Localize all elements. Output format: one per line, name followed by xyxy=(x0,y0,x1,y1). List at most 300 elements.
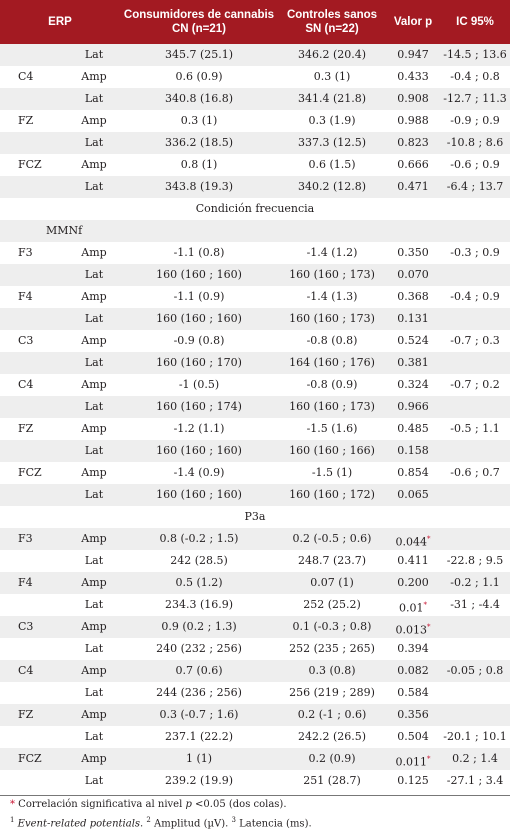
pvalue-cell-text: 0.584 xyxy=(397,686,429,699)
significance-mark: * xyxy=(427,623,431,631)
control-value-cell-text: 337.3 (12.5) xyxy=(297,136,367,149)
cannabis-value-cell xyxy=(120,132,278,154)
pvalue-cell-text: 0.823 xyxy=(397,136,429,149)
cannabis-value-cell-text: -1.1 (0.8) xyxy=(173,246,225,259)
control-value-cell xyxy=(278,660,386,682)
ci-cell xyxy=(440,418,510,440)
measure-cell xyxy=(68,682,120,704)
control-value-cell xyxy=(278,726,386,748)
ci-cell-text: -0.7 ; 0.3 xyxy=(450,334,500,347)
ci-cell-text: -0.4 ; 0.8 xyxy=(450,70,500,83)
control-value-cell-text: 0.3 (1) xyxy=(313,70,351,83)
cannabis-value-cell-text: 244 (236 ; 256) xyxy=(156,686,242,699)
cannabis-value-cell-text: 237.1 (22.2) xyxy=(164,730,234,743)
ci-cell xyxy=(440,176,510,198)
ci-cell-text: -0.7 ; 0.2 xyxy=(450,378,500,391)
pvalue-cell xyxy=(386,440,440,462)
control-value-cell xyxy=(278,242,386,264)
control-value-cell-text: 340.2 (12.8) xyxy=(297,180,367,193)
section-header-row xyxy=(0,198,510,220)
cannabis-value-cell xyxy=(120,308,278,330)
cannabis-value-cell xyxy=(120,330,278,352)
control-value-cell-text: 160 (160 ; 172) xyxy=(289,488,375,501)
measure-cell-text: Amp xyxy=(81,158,107,171)
ci-cell-text: -31 ; -4.4 xyxy=(450,598,500,611)
pvalue-cell xyxy=(386,242,440,264)
ci-cell xyxy=(440,572,510,594)
electrode-cell xyxy=(18,242,33,264)
table-row xyxy=(0,550,510,572)
table-row xyxy=(0,748,510,770)
electrode-cell-text: FZ xyxy=(18,708,34,721)
cannabis-value-cell xyxy=(120,396,278,418)
measure-cell xyxy=(68,242,120,264)
cannabis-value-cell-text: 160 (160 ; 160) xyxy=(156,444,242,457)
ci-cell xyxy=(440,132,510,154)
cannabis-value-cell xyxy=(120,352,278,374)
measure-cell-text: Lat xyxy=(84,268,104,281)
electrode-cell-text: C3 xyxy=(18,620,34,633)
control-value-cell xyxy=(278,154,386,176)
control-value-cell xyxy=(278,352,386,374)
control-value-cell-text: 160 (160 ; 173) xyxy=(289,400,375,413)
ci-cell xyxy=(440,286,510,308)
ci-cell xyxy=(440,88,510,110)
pvalue-cell-text: 0.070 xyxy=(397,268,429,281)
cannabis-value-cell-text: 160 (160 ; 160) xyxy=(156,488,242,501)
cannabis-value-cell-text: 239.2 (19.9) xyxy=(164,774,234,787)
subsection-header-row xyxy=(0,220,510,242)
cannabis-value-cell-text: 0.5 (1.2) xyxy=(175,576,223,589)
measure-cell-text: Lat xyxy=(84,312,104,325)
footnote-sup-1: 1 xyxy=(10,816,15,824)
control-value-cell-text: 164 (160 ; 176) xyxy=(289,356,375,369)
control-value-cell-text: 0.2 (-0.5 ; 0.6) xyxy=(292,532,372,545)
control-value-cell-text: -0.8 (0.9) xyxy=(306,378,358,391)
measure-cell xyxy=(68,110,120,132)
measure-cell-text: Amp xyxy=(81,114,107,127)
pvalue-cell-text: 0.471 xyxy=(397,180,429,193)
electrode-cell-text: C4 xyxy=(18,378,34,391)
cannabis-value-cell xyxy=(120,726,278,748)
pvalue-cell xyxy=(386,660,440,682)
electrode-cell-text: FCZ xyxy=(18,752,42,765)
pvalue-cell xyxy=(386,330,440,352)
cannabis-value-cell-text: 0.9 (0.2 ; 1.3) xyxy=(161,620,237,633)
table-row xyxy=(0,660,510,682)
measure-cell-text: Lat xyxy=(84,136,104,149)
measure-cell-text: Lat xyxy=(84,180,104,193)
footnote-divider xyxy=(0,795,510,796)
measure-cell-text: Amp xyxy=(81,422,107,435)
control-value-cell xyxy=(278,462,386,484)
measure-cell-text: Lat xyxy=(84,554,104,567)
cannabis-value-cell-text: -1.2 (1.1) xyxy=(173,422,225,435)
control-value-cell xyxy=(278,308,386,330)
table-row xyxy=(0,330,510,352)
footnote-p: p xyxy=(185,799,192,810)
measure-cell-text: Amp xyxy=(81,752,107,765)
table-row xyxy=(0,616,510,638)
electrode-cell xyxy=(18,572,33,594)
pvalue-cell-text: 0.524 xyxy=(397,334,429,347)
control-value-cell xyxy=(278,748,386,770)
table-row xyxy=(0,484,510,506)
pvalue-cell-text: 0.485 xyxy=(397,422,429,435)
cannabis-value-cell xyxy=(120,638,278,660)
significance-mark: * xyxy=(427,535,431,543)
control-value-cell xyxy=(278,374,386,396)
section-header-row xyxy=(0,506,510,528)
control-value-cell xyxy=(278,88,386,110)
ci-cell xyxy=(440,154,510,176)
cannabis-value-cell-text: 345.7 (25.1) xyxy=(164,48,234,61)
table-row xyxy=(0,418,510,440)
electrode-cell xyxy=(18,286,33,308)
pvalue-cell-text: 0.356 xyxy=(397,708,429,721)
table-row xyxy=(0,154,510,176)
control-value-cell xyxy=(278,528,386,550)
cannabis-value-cell-text: 160 (160 ; 160) xyxy=(156,312,242,325)
ci-cell xyxy=(440,242,510,264)
cannabis-value-cell xyxy=(120,616,278,638)
electrode-cell xyxy=(18,748,42,770)
measure-cell-text: Lat xyxy=(84,488,104,501)
measure-cell xyxy=(68,176,120,198)
control-value-cell xyxy=(278,594,386,616)
measure-cell-text: Lat xyxy=(84,642,104,655)
ci-cell xyxy=(440,330,510,352)
pvalue-cell xyxy=(386,66,440,88)
cannabis-value-cell-text: 160 (160 ; 174) xyxy=(156,400,242,413)
pvalue-cell xyxy=(386,550,440,572)
control-value-cell-text: 242.2 (26.5) xyxy=(297,730,367,743)
pvalue-cell xyxy=(386,726,440,748)
pvalue-cell-text: 0.854 xyxy=(397,466,429,479)
footnote-sup-2: 2 xyxy=(146,816,151,824)
footnote-mark: * xyxy=(10,799,15,810)
footnote-abbreviations: $^1$ Event-related potentials. $^2$ Amplitud (µV). $^3$ Latencia (ms). xyxy=(10,816,312,829)
electrode-cell xyxy=(18,110,33,132)
control-value-cell-text: 0.3 (0.8) xyxy=(308,664,356,677)
electrode-cell-text: C3 xyxy=(18,334,34,347)
pvalue-cell xyxy=(386,44,440,66)
table-row xyxy=(0,572,510,594)
section-label: P3a xyxy=(244,510,266,523)
control-value-cell xyxy=(278,66,386,88)
measure-cell-text: Amp xyxy=(81,246,107,259)
cannabis-value-cell-text: 160 (160 ; 160) xyxy=(156,268,242,281)
control-value-cell-text: 252 (235 ; 265) xyxy=(289,642,375,655)
header-controls xyxy=(278,8,386,36)
pvalue-cell xyxy=(386,352,440,374)
cannabis-value-cell xyxy=(120,594,278,616)
measure-cell-text: Lat xyxy=(84,730,104,743)
section-label: Condición frecuencia xyxy=(195,202,315,215)
electrode-cell xyxy=(18,462,42,484)
control-value-cell xyxy=(278,770,386,792)
cannabis-value-cell-text: 234.3 (16.9) xyxy=(164,598,234,611)
cannabis-value-cell xyxy=(120,682,278,704)
measure-cell xyxy=(68,660,120,682)
pvalue-cell xyxy=(386,286,440,308)
cannabis-value-cell xyxy=(120,176,278,198)
cannabis-value-cell-text: 242 (28.5) xyxy=(170,554,228,567)
cannabis-value-cell xyxy=(120,44,278,66)
pvalue-cell-text: 0.350 xyxy=(397,246,429,259)
measure-cell-text: Amp xyxy=(81,334,107,347)
table-row xyxy=(0,44,510,66)
cannabis-value-cell-text: 0.3 (-0.7 ; 1.6) xyxy=(159,708,239,721)
measure-cell xyxy=(68,396,120,418)
electrode-cell xyxy=(18,330,33,352)
control-value-cell-text: 0.1 (-0.3 ; 0.8) xyxy=(292,620,372,633)
cannabis-value-cell xyxy=(120,484,278,506)
header-cannabis-line1: Consumidores de cannabis xyxy=(123,9,275,21)
control-value-cell xyxy=(278,440,386,462)
table-row xyxy=(0,528,510,550)
table-row xyxy=(0,352,510,374)
cannabis-value-cell xyxy=(120,154,278,176)
measure-cell xyxy=(68,44,120,66)
pvalue-cell-text: 0.411 xyxy=(397,554,429,567)
measure-cell xyxy=(68,594,120,616)
measure-cell-text: Amp xyxy=(81,576,107,589)
cannabis-value-cell xyxy=(120,704,278,726)
pvalue-cell-text: 0.368 xyxy=(397,290,429,303)
control-value-cell xyxy=(278,682,386,704)
footnote-erp-def: Event-related potentials xyxy=(17,818,141,829)
measure-cell xyxy=(68,264,120,286)
pvalue-cell-text: 0.381 xyxy=(397,356,429,369)
pvalue-cell xyxy=(386,682,440,704)
pvalue-cell xyxy=(386,418,440,440)
ci-cell xyxy=(440,462,510,484)
control-value-cell-text: 160 (160 ; 173) xyxy=(289,312,375,325)
control-value-cell-text: 256 (219 ; 289) xyxy=(289,686,375,699)
measure-cell xyxy=(68,330,120,352)
measure-cell xyxy=(68,748,120,770)
control-value-cell-text: 252 (25.2) xyxy=(303,598,361,611)
measure-cell xyxy=(68,550,120,572)
pvalue-cell xyxy=(386,154,440,176)
cannabis-value-cell-text: 0.3 (1) xyxy=(180,114,218,127)
measure-cell-text: Amp xyxy=(81,708,107,721)
pvalue-cell-text: 0.158 xyxy=(397,444,429,457)
footnote-rest: <0.05 (dos colas). xyxy=(191,799,287,810)
cannabis-value-cell-text: 0.8 (-0.2 ; 1.5) xyxy=(159,532,239,545)
cannabis-value-cell xyxy=(120,770,278,792)
table-row xyxy=(0,264,510,286)
control-value-cell xyxy=(278,330,386,352)
control-value-cell-text: -1.5 (1) xyxy=(311,466,353,479)
table-row xyxy=(0,286,510,308)
cannabis-value-cell xyxy=(120,572,278,594)
ci-cell xyxy=(440,770,510,792)
pvalue-cell xyxy=(386,308,440,330)
pvalue-cell xyxy=(386,374,440,396)
pvalue-cell-text: 0.966 xyxy=(397,400,429,413)
ci-cell-text: -0.9 ; 0.9 xyxy=(450,114,500,127)
cannabis-value-cell-text: 0.6 (0.9) xyxy=(175,70,223,83)
ci-cell-text: -20.1 ; 10.1 xyxy=(443,730,507,743)
table-row xyxy=(0,396,510,418)
electrode-cell-text: F3 xyxy=(18,532,33,545)
control-value-cell-text: 160 (160 ; 173) xyxy=(289,268,375,281)
ci-cell xyxy=(440,550,510,572)
ci-cell xyxy=(440,748,510,770)
ci-cell-text: -10.8 ; 8.6 xyxy=(446,136,504,149)
pvalue-cell-text: 0.947 xyxy=(397,48,429,61)
ci-cell xyxy=(440,66,510,88)
control-value-cell-text: -0.8 (0.8) xyxy=(306,334,358,347)
ci-cell-text: -0.2 ; 1.1 xyxy=(450,576,500,589)
pvalue-cell-text: 0.065 xyxy=(397,488,429,501)
pvalue-cell-text: 0.200 xyxy=(397,576,429,589)
measure-cell-text: Amp xyxy=(81,290,107,303)
ci-cell xyxy=(440,660,510,682)
ci-cell xyxy=(440,594,510,616)
table-row xyxy=(0,440,510,462)
control-value-cell xyxy=(278,264,386,286)
cannabis-value-cell xyxy=(120,66,278,88)
cannabis-value-cell xyxy=(120,88,278,110)
cannabis-value-cell-text: 336.2 (18.5) xyxy=(164,136,234,149)
measure-cell-text: Amp xyxy=(81,620,107,633)
measure-cell-text: Lat xyxy=(84,598,104,611)
measure-cell xyxy=(68,484,120,506)
ci-cell-text: 0.2 ; 1.4 xyxy=(452,752,498,765)
pvalue-cell-text: 0.044 xyxy=(395,535,427,549)
control-value-cell-text: 251 (28.7) xyxy=(303,774,361,787)
cannabis-value-cell-text: -0.9 (0.8) xyxy=(173,334,225,347)
pvalue-cell xyxy=(386,462,440,484)
measure-cell xyxy=(68,352,120,374)
cannabis-value-cell-text: 0.8 (1) xyxy=(180,158,218,171)
significance-mark: * xyxy=(423,601,427,609)
ci-cell xyxy=(440,726,510,748)
control-value-cell xyxy=(278,110,386,132)
control-value-cell xyxy=(278,550,386,572)
measure-cell xyxy=(68,286,120,308)
header-pvalue: Valor p xyxy=(393,16,433,28)
cannabis-value-cell-text: 340.8 (16.8) xyxy=(164,92,234,105)
pvalue-cell-text: 0.504 xyxy=(397,730,429,743)
pvalue-cell xyxy=(386,132,440,154)
cannabis-value-cell xyxy=(120,660,278,682)
measure-cell xyxy=(68,704,120,726)
header-cannabis xyxy=(120,8,278,36)
measure-cell xyxy=(68,88,120,110)
header-controls-line2: SN (n=22) xyxy=(305,23,359,35)
table-row xyxy=(0,374,510,396)
measure-cell-text: Lat xyxy=(84,400,104,413)
control-value-cell-text: 248.7 (23.7) xyxy=(297,554,367,567)
table-row xyxy=(0,682,510,704)
table-row xyxy=(0,638,510,660)
pvalue-cell-text: 0.082 xyxy=(397,664,429,677)
ci-cell-text: -27.1 ; 3.4 xyxy=(446,774,504,787)
control-value-cell-text: 0.6 (1.5) xyxy=(308,158,356,171)
pvalue-cell-text: 0.125 xyxy=(397,774,429,787)
pvalue-cell xyxy=(386,572,440,594)
measure-cell-text: Lat xyxy=(84,774,104,787)
electrode-cell-text: F4 xyxy=(18,290,33,303)
table-row xyxy=(0,66,510,88)
table-row xyxy=(0,704,510,726)
pvalue-cell-text: 0.988 xyxy=(397,114,429,127)
ci-cell-text: -0.3 ; 0.9 xyxy=(450,246,500,259)
cannabis-value-cell-text: -1 (0.5) xyxy=(178,378,220,391)
electrode-cell-text: C4 xyxy=(18,664,34,677)
header-erp: ERP xyxy=(48,16,72,28)
ci-cell-text: -0.4 ; 0.9 xyxy=(450,290,500,303)
measure-cell xyxy=(68,66,120,88)
electrode-cell xyxy=(18,374,33,396)
control-value-cell xyxy=(278,704,386,726)
control-value-cell-text: 0.2 (0.9) xyxy=(308,752,356,765)
control-value-cell-text: 0.07 (1) xyxy=(310,576,354,589)
header-cannabis-line2: CN (n=21) xyxy=(172,23,226,35)
table-row xyxy=(0,594,510,616)
electrode-cell-text: F3 xyxy=(18,246,33,259)
ci-cell xyxy=(440,44,510,66)
pvalue-cell-text: 0.394 xyxy=(397,642,429,655)
cannabis-value-cell xyxy=(120,286,278,308)
measure-cell-text: Lat xyxy=(84,48,104,61)
measure-cell xyxy=(68,638,120,660)
measure-cell-text: Amp xyxy=(81,466,107,479)
electrode-cell-text: FZ xyxy=(18,114,34,127)
ci-cell xyxy=(440,110,510,132)
cannabis-value-cell xyxy=(120,418,278,440)
cannabis-value-cell xyxy=(120,374,278,396)
pvalue-cell-text: 0.013 xyxy=(395,623,427,637)
measure-cell-text: Amp xyxy=(81,70,107,83)
ci-cell-text: -12.7 ; 11.3 xyxy=(443,92,507,105)
cannabis-value-cell-text: -1.4 (0.9) xyxy=(173,466,225,479)
cannabis-value-cell xyxy=(120,528,278,550)
measure-cell-text: Lat xyxy=(84,356,104,369)
pvalue-cell-text: 0.131 xyxy=(397,312,429,325)
control-value-cell xyxy=(278,396,386,418)
control-value-cell xyxy=(278,44,386,66)
control-value-cell-text: 160 (160 ; 166) xyxy=(289,444,375,457)
table-row xyxy=(0,770,510,792)
pvalue-cell xyxy=(386,638,440,660)
measure-cell xyxy=(68,374,120,396)
table-row xyxy=(0,176,510,198)
cannabis-value-cell-text: 240 (232 ; 256) xyxy=(156,642,242,655)
electrode-cell-text: C4 xyxy=(18,70,34,83)
pvalue-cell xyxy=(386,396,440,418)
electrode-cell xyxy=(18,66,33,88)
cannabis-value-cell-text: 160 (160 ; 170) xyxy=(156,356,242,369)
measure-cell xyxy=(68,154,120,176)
cannabis-value-cell-text: 1 (1) xyxy=(185,752,213,765)
electrode-cell-text: FCZ xyxy=(18,466,42,479)
table-row xyxy=(0,88,510,110)
cannabis-value-cell-text: -1.1 (0.9) xyxy=(173,290,225,303)
measure-cell xyxy=(68,308,120,330)
measure-cell-text: Lat xyxy=(84,92,104,105)
electrode-cell xyxy=(18,154,42,176)
ci-cell-text: -0.6 ; 0.7 xyxy=(450,466,500,479)
measure-cell-text: Lat xyxy=(84,686,104,699)
header-ci: IC 95% xyxy=(456,16,494,28)
control-value-cell xyxy=(278,286,386,308)
measure-cell xyxy=(68,770,120,792)
